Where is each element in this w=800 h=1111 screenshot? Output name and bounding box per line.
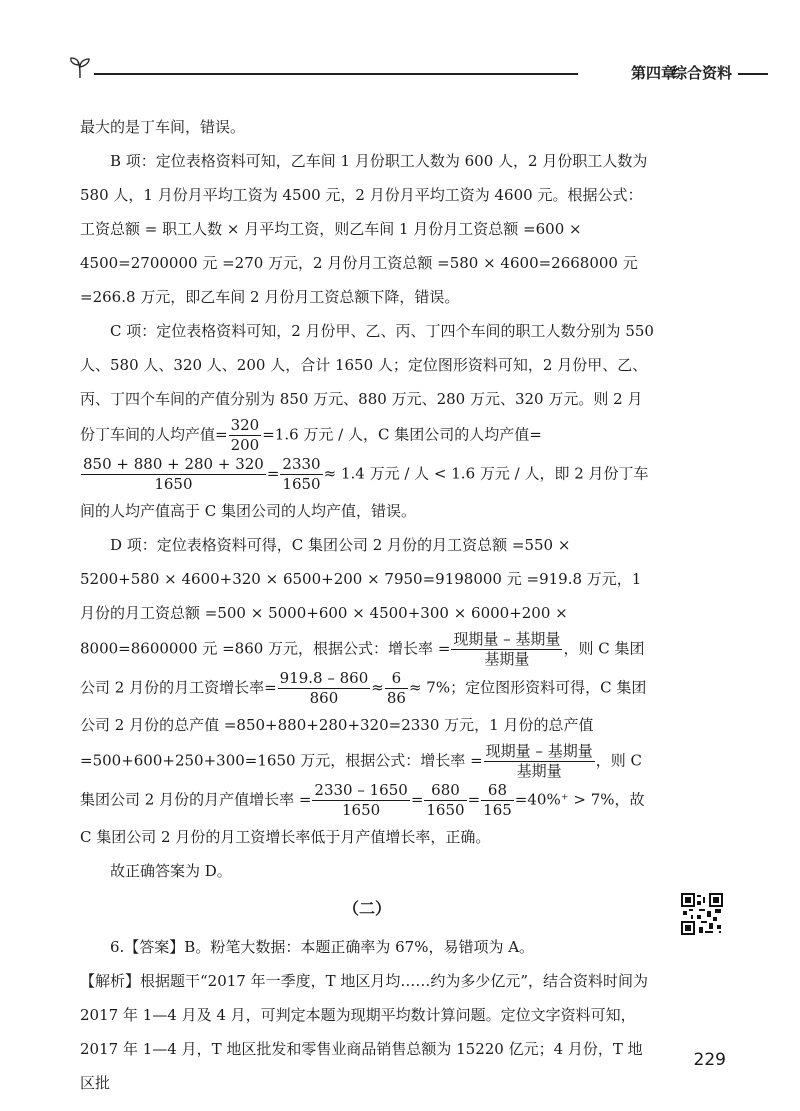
answer-line: 故正确答案为 D。 bbox=[110, 862, 232, 880]
fraction-c1 bbox=[229, 416, 262, 455]
d-text-3: ≈ 7%；定位图形资料可得，C 集团公司 2 月份的总产值 =850+880+280+320=2330 万元，1 月份的总产值 =500+600+250+300=1650 万元，根据公式：增长率 = bbox=[80, 678, 647, 770]
sprout-icon bbox=[68, 56, 94, 80]
fraction-denominator: 86 bbox=[386, 689, 406, 707]
fraction-denominator: 1650 bbox=[154, 475, 193, 493]
d-text-4: ，则 C 集团公司 2 月份的月产值增长率 = bbox=[80, 751, 642, 809]
fraction-numerator: 现期量 – 基期量 bbox=[453, 630, 561, 648]
fraction-numerator: 现期量 – 基期量 bbox=[485, 742, 593, 760]
paragraph-a-end: 最大的是丁车间，错误。 bbox=[80, 118, 246, 136]
page-number: 229 bbox=[693, 1050, 726, 1070]
fraction-c3 bbox=[280, 455, 322, 494]
d-eq-2: = bbox=[410, 790, 424, 809]
d-approx: ≈ bbox=[371, 678, 384, 697]
fraction-denominator: 基期量 bbox=[484, 650, 530, 668]
fraction-c2 bbox=[81, 455, 266, 494]
fraction-denominator: 165 bbox=[483, 801, 512, 819]
header-rule-tail bbox=[738, 73, 768, 75]
fraction-numerator: 850 + 880 + 280 + 320 bbox=[83, 455, 264, 473]
header-rule bbox=[94, 73, 578, 75]
d-text-1: D 项：定位表格资料可得，C 集团公司 2 月份的月工资总额 =550 × 5200+580 × 4600+320 × 6500+200 × 7950=9198000 元 =919.8 万元，1 月份的月工资总额 =500 × 5000+600 × 4500+300 × 6000+200 × 8000=8600000 元 =860 万元，根据公式：增长率 = bbox=[80, 536, 642, 658]
fraction-d6 bbox=[424, 781, 466, 820]
fraction-d1 bbox=[451, 630, 562, 669]
fraction-d4 bbox=[484, 742, 595, 781]
fraction-denominator: 200 bbox=[230, 436, 260, 454]
running-header bbox=[68, 56, 768, 86]
c-text-2: =1.6 万元 / 人，C 集团公司的人均产值= bbox=[262, 425, 542, 444]
c-eq: = bbox=[266, 464, 280, 483]
fraction-denominator: 860 bbox=[309, 689, 339, 707]
c-text-1: C 项：定位表格资料可知，2 月份甲、乙、丙、丁四个车间的职工人数分别为 550 人、580 人、320 人、200 人，合计 1650 人；定位图形资料可知，2 月份甲、乙、丙、丁四个车间的产值分别为 850 万元、880 万元、280 万元、320 万元。则 2 月份丁车间的人均产值= bbox=[80, 322, 654, 444]
chapter-label: 第四章 bbox=[630, 64, 676, 82]
fraction-numerator: 680 bbox=[424, 781, 466, 801]
d-text-5: =40%⁺ > 7%，故 C 集团公司 2 月份的月工资增长率低于月产值增长率，正确。 bbox=[80, 790, 645, 846]
fraction-numerator: 68 bbox=[481, 781, 514, 801]
c-text-3: ≈ 1.4 万元 / 人 < 1.6 万元 / 人，即 2 月份丁车间的人均产值高于 C 集团公司的人均产值，错误。 bbox=[80, 464, 649, 520]
fraction-numerator: 2330 – 1650 bbox=[314, 781, 408, 799]
fraction-numerator: 919.8 – 860 bbox=[279, 669, 369, 687]
fraction-d5 bbox=[312, 781, 409, 820]
paragraph-d bbox=[80, 528, 654, 854]
section-label: 综合资料 bbox=[671, 64, 732, 82]
d-eq-3: = bbox=[467, 790, 481, 809]
paragraph-b: B 项：定位表格资料可知，乙车间 1 月份职工人数为 600 人，2 月份职工人数为 580 人，1 月份月平均工资为 4500 元，2 月份月平均工资为 4600 元。根据公式：工资总额 = 职工人数 × 月平均工资，则乙车间 1 月份月工资总额 =600 × 4500=2700000 元 =270 万元，2 月份月工资总额 =580 × 4600=2668000 元 =266.8 万元，即乙车间 2 月份月工资总额下降，错误。 bbox=[80, 152, 648, 306]
fraction-denominator: 基期量 bbox=[516, 762, 562, 780]
fraction-denominator: 1650 bbox=[342, 801, 381, 819]
fraction-d2 bbox=[278, 669, 371, 708]
question-6-answer: 6.【答案】B。粉笔大数据：本题正确率为 67%，易错项为 A。 bbox=[110, 938, 535, 956]
page-body bbox=[80, 110, 654, 1100]
section-two-heading: （二） bbox=[342, 899, 391, 918]
fraction-denominator: 1650 bbox=[282, 475, 321, 493]
fraction-numerator: 6 bbox=[385, 669, 408, 689]
fraction-d3 bbox=[385, 669, 408, 708]
qr-code-icon bbox=[681, 893, 723, 935]
fraction-numerator: 320 bbox=[230, 416, 260, 434]
question-6-analysis: 【解析】根据题干“2017 年一季度，T 地区月均……约为多少亿元”，结合资料时间为 2017 年 1—4 月及 4 月，可判定本题为现期平均数计算问题。定位文字资料可知，2017 年 1—4 月，T 地区批发和零售业商品销售总额为 15220 亿元；4 月份，T 地区批 bbox=[80, 972, 649, 1092]
fraction-numerator: 2330 bbox=[282, 455, 321, 473]
paragraph-c bbox=[80, 314, 654, 528]
fraction-d7 bbox=[481, 781, 514, 820]
fraction-denominator: 1650 bbox=[426, 801, 465, 819]
d-text-2: ，则 C 集团公司 2 月份的月工资增长率= bbox=[80, 639, 645, 697]
